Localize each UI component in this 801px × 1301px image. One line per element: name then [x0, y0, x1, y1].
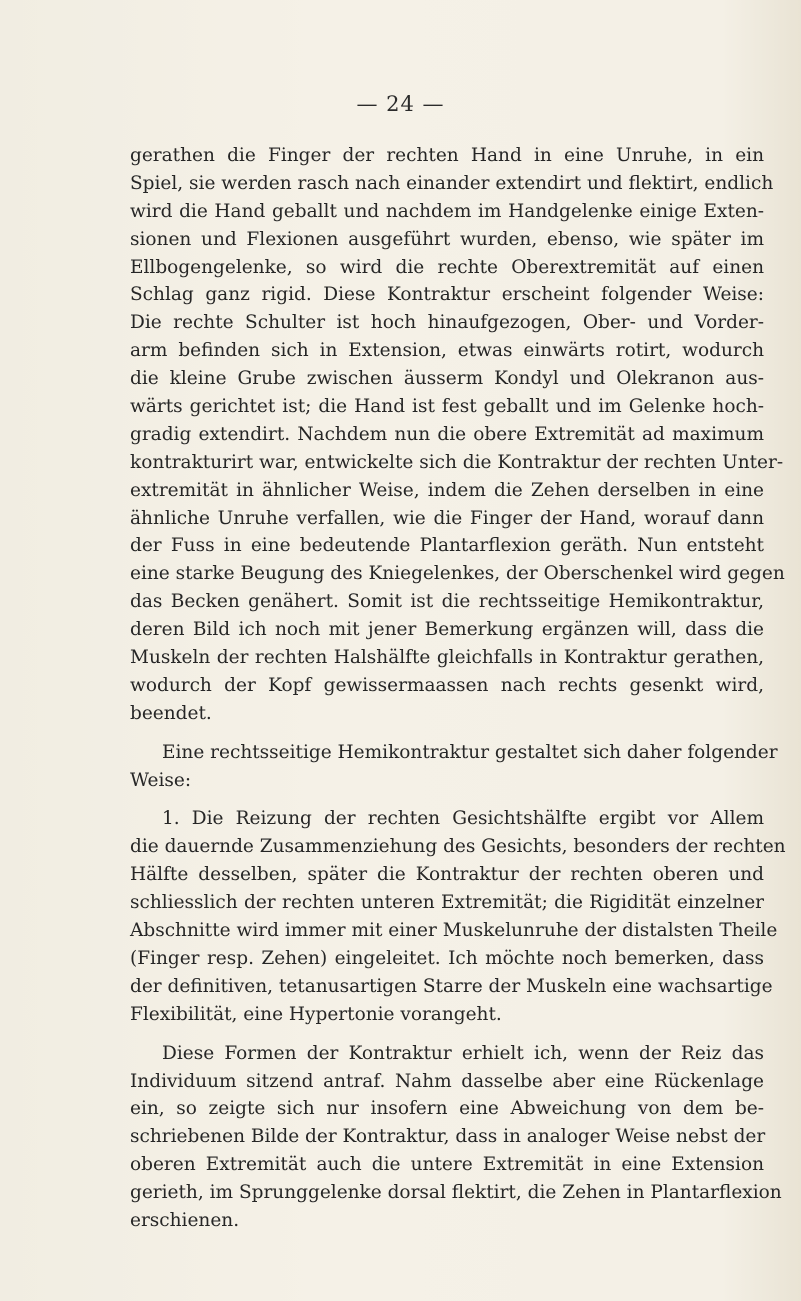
- text-line: Abschnitte wird immer mit einer Muskelunruhe der distalsten Theile: [130, 920, 778, 942]
- text-line: extremität in ähnlicher Weise, indem die Zehen derselben in eine: [130, 479, 764, 501]
- text-line: (Finger resp. Zehen) eingeleitet. Ich möchte noch bemerken, dass: [130, 947, 764, 969]
- text-line: deren Bild ich noch mit jener Bemerkung ergänzen will, dass die: [130, 619, 764, 641]
- text-line: gerathen die Finger der rechten Hand in eine Unruhe, in ein: [130, 145, 764, 166]
- text-line: die kleine Grube zwischen äusserm Kondyl und Olekranon aus-: [130, 368, 764, 390]
- page-number: — 24 —: [356, 92, 445, 116]
- text-line: eine starke Beugung des Kniegelenkes, der Oberschenkel wird gegen: [130, 563, 785, 585]
- text-line: Flexibilität, eine Hypertonie vorangeht.: [130, 1003, 502, 1025]
- paragraph-3: [130, 805, 786, 1028]
- text-line: Individuum sitzend antraf. Nahm dasselbe aber eine Rückenlage: [130, 1070, 764, 1092]
- text-line: wird die Hand geballt und nachdem im Handgelenke einige Exten-: [130, 200, 764, 222]
- text-line: erschienen.: [130, 1209, 240, 1231]
- text-line: Muskeln der rechten Halshälfte gleichfalls in Kontraktur gerathen,: [130, 647, 764, 669]
- text-line: beendet.: [130, 702, 212, 724]
- text-line: arm befinden sich in Extension, etwas einwärts rotirt, wodurch: [130, 340, 764, 362]
- text-line: Weise:: [130, 769, 192, 791]
- text-line: Ellbogengelenke, so wird die rechte Oberextremität auf einen: [130, 256, 764, 278]
- text-line: Eine rechtsseitige Hemikontraktur gestaltet sich daher folgender: [162, 741, 778, 763]
- text-line: der Fuss in eine bedeutende Plantarflexion geräth. Nun entsteht: [130, 535, 764, 557]
- text-line: der definitiven, tetanusartigen Starre der Muskeln eine wachsartige: [130, 975, 773, 997]
- text-line: ein, so zeigte sich nur insofern eine Abweichung von dem be-: [130, 1098, 764, 1120]
- text-line: Diese Formen der Kontraktur erhielt ich, wenn der Reiz das: [162, 1042, 764, 1064]
- text-line: wärts gerichtet ist; die Hand ist fest geballt und im Gelenke hoch-: [130, 396, 764, 418]
- text-line: Schlag ganz rigid. Diese Kontraktur erscheint folgender Weise:: [130, 284, 764, 306]
- text-line: Spiel, sie werden rasch nach einander extendirt und flektirt, endlich: [130, 172, 774, 194]
- text-line: Die rechte Schulter ist hoch hinaufgezogen, Ober- und Vorder-: [130, 312, 764, 334]
- text-line: sionen und Flexionen ausgeführt wurden, ebenso, wie später im: [130, 228, 764, 250]
- text-line: 1. Die Reizung der rechten Gesichtshälfte ergibt vor Allem: [162, 808, 764, 830]
- text-line: gerieth, im Sprunggelenke dorsal flektirt, die Zehen in Plantarflexion: [130, 1182, 782, 1204]
- body-text: [130, 142, 786, 1235]
- text-line: Hälfte desselben, später die Kontraktur der rechten oberen und: [130, 864, 764, 886]
- paragraph-1: [130, 142, 785, 728]
- text-line: gradig extendirt. Nachdem nun die obere Extremität ad maximum: [130, 423, 764, 445]
- text-line: die dauernde Zusammenziehung des Gesichts, besonders der rechten: [130, 836, 786, 858]
- text-line: oberen Extremität auch die untere Extremität in eine Extension: [130, 1154, 764, 1176]
- paragraph-2: [130, 739, 778, 795]
- paragraph-4: [130, 1040, 782, 1235]
- text-line: das Becken genähert. Somit ist die rechtsseitige Hemikontraktur,: [130, 591, 764, 613]
- text-line: ähnliche Unruhe verfallen, wie die Finger der Hand, worauf dann: [130, 507, 764, 529]
- text-line: wodurch der Kopf gewissermaassen nach rechts gesenkt wird,: [130, 674, 764, 696]
- text-line: kontrakturirt war, entwickelte sich die Kontraktur der rechten Unter-: [130, 451, 784, 473]
- text-line: schliesslich der rechten unteren Extremität; die Rigidität einzelner: [130, 892, 764, 914]
- text-line: schriebenen Bilde der Kontraktur, dass in analoger Weise nebst der: [130, 1126, 766, 1148]
